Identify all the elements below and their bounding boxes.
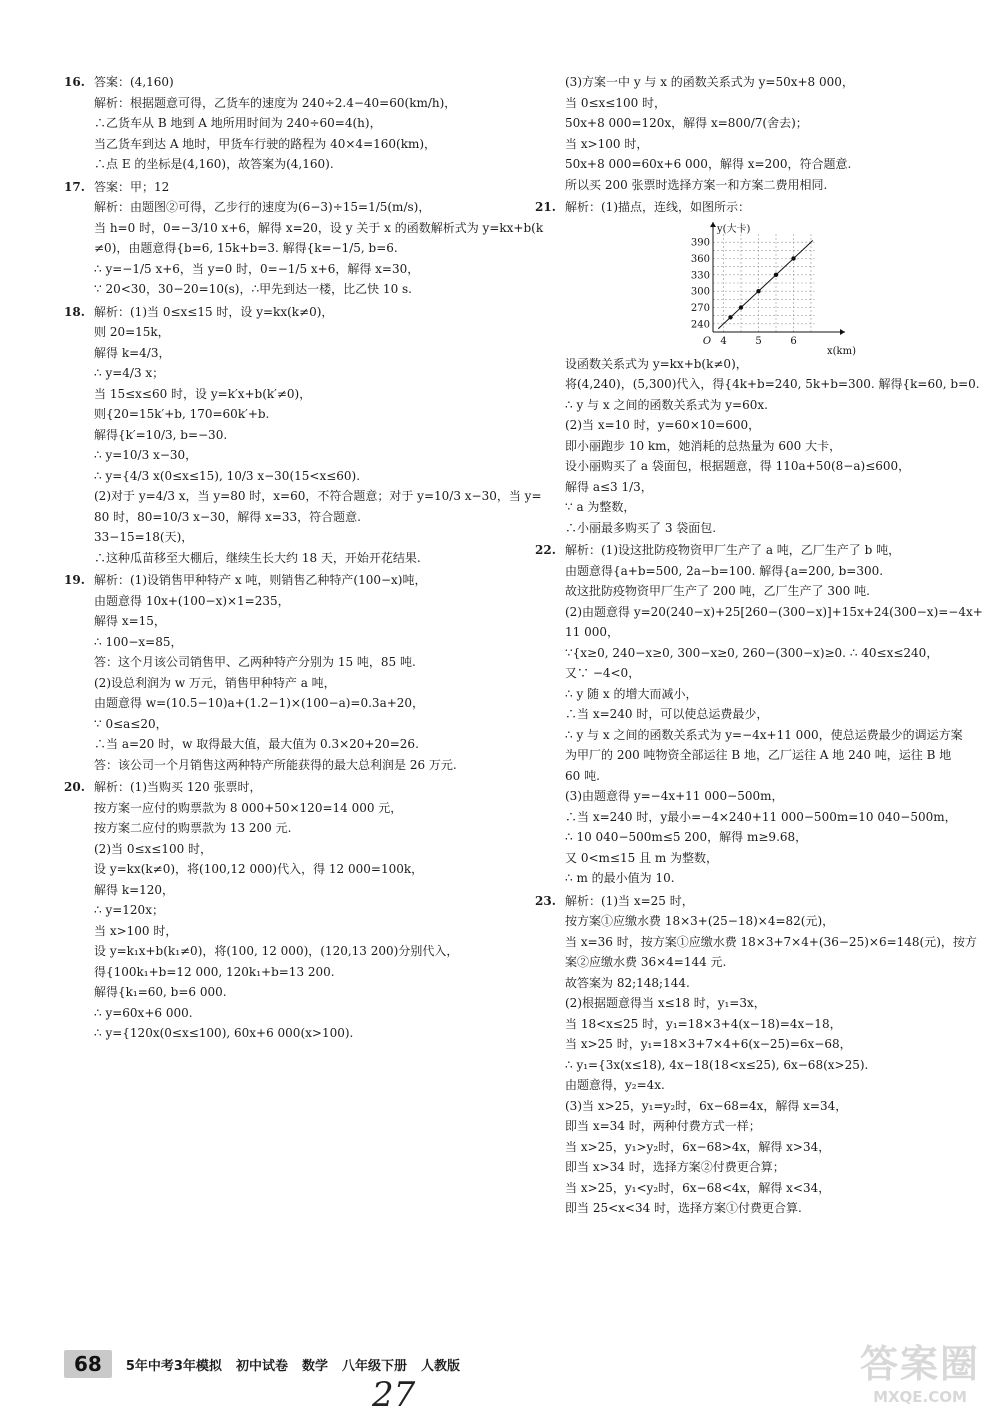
answer-line	[64, 755, 514, 776]
answer-text: 当 x>25，y₁>y₂时，6x−68>4x，解得 x>34，	[565, 1139, 831, 1154]
answer-text: 按方案一应付的购票款为 8 000+50×120=14 000 元，	[94, 800, 403, 815]
answer-entry	[535, 891, 980, 1219]
y-tick-label: 390	[690, 237, 710, 249]
answer-text: 按方案①应缴水费 18×3+(25−18)×4=82(元)，	[565, 914, 835, 928]
answer-line	[64, 72, 514, 93]
handwritten-number: 27	[372, 1375, 416, 1415]
answer-text: 又 0<m≤15 且 m 为整数，	[565, 850, 719, 865]
right-column	[535, 72, 983, 1221]
question-number: 22.	[535, 543, 556, 557]
answer-text: 设函数关系式为 y=kx+b(k≠0)，	[565, 356, 748, 371]
y-axis-label: y(大卡)	[717, 223, 751, 235]
question-number: 21.	[535, 200, 556, 214]
answer-line	[64, 384, 514, 405]
answer-line	[64, 322, 514, 343]
answer-line	[64, 962, 514, 983]
answer-line	[535, 663, 980, 684]
answer-text: 即小丽跑步 10 km，她消耗的总热量为 600 大卡，	[565, 438, 842, 453]
answer-text: 设 y=k₁x+b(k₁≠0)，将(100, 12 000)，(120,13 200)分别代入，	[94, 944, 459, 958]
answer-line	[64, 343, 514, 364]
answer-line	[64, 259, 514, 280]
answer-text: 解析：由题图②可得，乙步行的速度为(6−3)÷15=1/5(m/s)，	[94, 200, 431, 214]
answer-entry	[64, 72, 514, 175]
answer-text: ∴ 10 040−500m≤5 200，解得 m≥9.68，	[565, 830, 808, 844]
answer-text: ≠0)，由题意得{b=6, 15k+b=3. 解得{k=−1/5, b=6.	[94, 241, 398, 255]
answer-line	[535, 72, 980, 93]
answer-text: 解析：(1)当 x=25 时，	[565, 893, 694, 908]
data-point	[728, 315, 732, 319]
answer-line	[64, 527, 514, 548]
y-tick-label: 240	[690, 318, 710, 330]
answer-line	[64, 154, 514, 175]
answer-text: 60 吨.	[565, 768, 600, 783]
answer-line	[64, 134, 514, 155]
edition: 人教版	[420, 1358, 460, 1374]
answer-line	[64, 238, 514, 259]
answer-text: ∴当 x=240 时，y最小=−4×240+11 000−500m=10 040−500m，	[565, 809, 957, 824]
answer-text: ∴ y 与 x 之间的函数关系式为 y=60x.	[565, 397, 768, 412]
answer-line	[535, 745, 980, 766]
answer-line	[64, 591, 514, 612]
answer-line	[64, 486, 542, 507]
answer-text: 解析：(1)当购买 120 张票时，	[94, 780, 262, 794]
answer-text: ∴ y=4/3 x；	[94, 366, 165, 380]
answer-entry	[64, 302, 542, 569]
x-tick-label: 6	[790, 335, 797, 347]
question-number: 18.	[64, 304, 85, 319]
answer-line	[535, 1014, 980, 1035]
answer-text: ∴当 x=240 时，可以使总运费最少，	[565, 707, 769, 721]
answer-line	[535, 725, 980, 746]
data-point	[791, 256, 795, 260]
answer-line	[64, 507, 514, 528]
answer-text: 当 x=36 时，按方案①应缴水费 18×3+7×4+(36−25)×6=148(元)，按方	[565, 934, 977, 949]
answer-line	[535, 395, 980, 416]
answer-line	[535, 807, 980, 828]
right-column-top	[535, 72, 980, 218]
answer-text: (2)当 x=10 时，y=60×10=600，	[565, 418, 761, 432]
x-axis-label: x(km)	[827, 345, 856, 357]
answer-line	[535, 868, 980, 889]
answer-line	[535, 93, 980, 114]
answer-text: 解析：(1)设销售甲种特产 x 吨，则销售乙种特产(100−x)吨，	[94, 573, 427, 587]
question-number: 23.	[535, 893, 556, 908]
origin-label: O	[702, 335, 712, 347]
answer-line	[64, 921, 514, 942]
answer-text: 所以买 200 张票时选择方案一和方案二费用相同.	[565, 177, 828, 192]
answer-text: 即当 x=34 时，两种付费方式一样；	[565, 1119, 761, 1133]
answer-text: ∴ y₁={3x(x≤18), 4x−18(18<x≤25), 6x−68(x>25).	[565, 1057, 869, 1072]
answer-line	[64, 404, 514, 425]
answer-line	[535, 1034, 980, 1055]
answer-line	[535, 1096, 980, 1117]
answer-line	[64, 982, 514, 1003]
answer-text: ∴ y=120x；	[94, 903, 164, 917]
chart-svg	[685, 220, 856, 357]
page-footer	[64, 1350, 764, 1378]
answer-line	[535, 154, 980, 175]
answer-text: ∴当 a=20 时，w 取得最大值，最大值为 0.3×20+20=26.	[94, 737, 419, 751]
answer-line	[535, 436, 980, 457]
answer-text: 则{20=15k′+b, 170=60k′+b.	[94, 407, 270, 421]
answer-line	[535, 1075, 980, 1096]
answer-line	[535, 354, 980, 375]
answer-entry	[535, 540, 983, 889]
answer-line	[64, 279, 514, 300]
answer-line	[64, 839, 514, 860]
answer-line	[535, 952, 980, 973]
answer-line	[64, 734, 514, 755]
data-point	[756, 288, 760, 292]
watermark	[845, 1333, 995, 1406]
left-column	[64, 72, 544, 1046]
question-number: 16.	[64, 75, 85, 89]
answer-line	[535, 1178, 980, 1199]
answer-text: 将(4,240)，(5,300)代入，得{4k+b=240, 5k+b=300. 解得{k=60, b=0.	[565, 377, 980, 391]
answer-line	[535, 1157, 980, 1178]
answer-text: (2)当 0≤x≤100 时，	[94, 841, 213, 856]
answer-text: 当 0≤x≤100 时，	[565, 95, 667, 110]
answer-line	[535, 113, 980, 134]
answer-line	[535, 540, 980, 561]
answer-line	[535, 827, 980, 848]
answer-text: (2)对于 y=4/3 x，当 y=80 时，x=60，不符合题意；对于 y=10/3 x−30，当 y=	[94, 489, 542, 503]
answer-text: (3)方案一中 y 与 x 的函数关系式为 y=50x+8 000，	[565, 75, 854, 89]
answer-text: 当 x>100 时，	[94, 923, 178, 938]
answer-text: ∴ y=−1/5 x+6，当 y=0 时，0=−1/5 x+6，解得 x=30，	[94, 261, 420, 276]
answer-line	[535, 932, 980, 953]
answer-line	[535, 477, 980, 498]
answer-line	[64, 632, 514, 653]
question-number: 19.	[64, 573, 85, 587]
answer-text: ∴ y={120x(0≤x≤100), 60x+6 000(x>100).	[94, 1026, 354, 1040]
answer-text: 设 y=kx(k≠0)，将(100,12 000)代入，得 12 000=100k，	[94, 862, 424, 876]
answer-text: 故这批防疫物资甲厂生产了 200 吨，乙厂生产了 300 吨.	[565, 584, 870, 598]
answer-text: ∴ 100−x=85，	[94, 634, 183, 649]
answer-text: (3)由题意得 y=−4x+11 000−500m，	[565, 789, 784, 803]
answer-text: 为甲厂的 200 吨物资全部运往 B 地，乙厂运往 A 地 240 吨，运往 B 地	[565, 748, 952, 762]
answer-entry	[64, 570, 514, 775]
answer-line	[535, 581, 980, 602]
answer-text: ∵ 0≤a≤20，	[94, 716, 168, 731]
answer-text: 当 h=0 时，0=−3/10 x+6，解得 x=20，设 y 关于 x 的函数解析式为 y=kx+b(k	[94, 220, 544, 235]
answer-text: 由题意得 w=(10.5−10)a+(1.2−1)×(100−a)=0.3a+20，	[94, 696, 425, 710]
x-tick-label: 4	[720, 335, 727, 347]
answer-text: ∴ y=10/3 x−30，	[94, 448, 198, 462]
answer-line	[535, 993, 980, 1014]
answer-text: 80 时，80=10/3 x−30，解得 x=33，符合题意.	[94, 509, 361, 524]
answer-line	[535, 561, 980, 582]
x-tick-label: 5	[755, 335, 762, 347]
answer-text: 当 x>100 时，	[565, 136, 649, 151]
answer-entry	[535, 354, 980, 539]
answer-line	[64, 466, 514, 487]
answer-text: 由题意得{a+b=500, 2a−b=100. 解得{a=200, b=300.	[565, 563, 884, 578]
answer-text: ∵ a 为整数，	[565, 500, 636, 514]
answer-line	[535, 1137, 980, 1158]
answer-line	[64, 113, 514, 134]
answer-text: (2)根据题意得当 x≤18 时，y₁=3x，	[565, 996, 766, 1010]
answer-line	[535, 911, 980, 932]
y-tick-label: 360	[690, 253, 710, 265]
answer-text: 由题意得，y₂=4x.	[565, 1078, 665, 1092]
energy-distance-chart	[685, 220, 856, 357]
answer-line	[535, 175, 980, 196]
answer-line	[535, 1116, 980, 1137]
answer-text: 33−15=18(天)，	[94, 530, 194, 544]
answer-line	[64, 197, 514, 218]
answer-text: 答：这个月该公司销售甲、乙两种特产分别为 15 吨，85 吨.	[94, 655, 416, 669]
watermark-url: MXQE.COM	[873, 1388, 967, 1406]
answer-text: 由题意得 10x+(100−x)×1=235，	[94, 593, 290, 608]
answer-text: 故答案为 82;148;144.	[565, 975, 690, 990]
answer-text: ∴ y 随 x 的增大而减小，	[565, 686, 698, 701]
watermark-logo: 答案圈	[859, 1342, 980, 1386]
answer-text: ∴ y 与 x 之间的函数关系式为 y=−4x+11 000，使总运费最少的调运方案	[565, 727, 963, 742]
question-number: 17.	[64, 179, 85, 194]
answer-text: ∴这种瓜苗移至大棚后，继续生长大约 18 天，开始开花结果.	[94, 550, 421, 565]
answer-line	[64, 652, 514, 673]
answer-line	[64, 570, 514, 591]
subject: 数学	[301, 1358, 328, 1374]
answer-line	[535, 374, 980, 395]
answer-text: 当 15≤x≤60 时，设 y=k′x+b(k′≠0)，	[94, 386, 312, 401]
answer-line	[64, 1023, 514, 1044]
answer-line	[535, 497, 980, 518]
answer-text: 解得{k₁=60, b=6 000.	[94, 985, 227, 999]
page-number: 68	[64, 1350, 112, 1378]
answer-text: (2)设总利润为 w 万元，销售甲种特产 a 吨，	[94, 675, 336, 690]
answer-line	[64, 548, 514, 569]
answer-text: (2)由题意得 y=20(240−x)+25[260−(300−x)]+15x+24(300−x)=−4x+	[565, 604, 983, 619]
answer-text: 又∵ −4<0，	[565, 666, 641, 680]
answer-entry	[64, 777, 514, 1044]
answer-text: 50x+8 000=120x，解得 x=800/7(舍去)；	[565, 116, 808, 130]
answer-line	[535, 891, 980, 912]
answer-text: 解析：(1)描点，连线，如图所示：	[565, 200, 750, 214]
answer-line	[535, 766, 980, 787]
answer-line	[535, 197, 980, 218]
answer-entry	[535, 72, 980, 195]
answer-text: 当 x>25，y₁<y₂时，6x−68<4x，解得 x<34，	[565, 1180, 831, 1195]
question-number: 20.	[64, 780, 85, 794]
answer-line	[64, 445, 514, 466]
answer-text: 则 20=15k，	[94, 325, 170, 339]
y-axis-arrow	[710, 222, 716, 227]
answer-text: 答案：(4,160)	[94, 75, 174, 89]
answer-text: 11 000，	[565, 625, 619, 639]
answer-text: 解得 a≤3 1/3，	[565, 479, 653, 494]
x-axis-arrow	[840, 329, 845, 335]
answer-line	[535, 518, 980, 539]
answer-text: 解得 k=120，	[94, 882, 175, 897]
answer-line	[535, 1198, 980, 1219]
answer-line	[64, 900, 514, 921]
answer-text: 答：该公司一个月销售这两种特产所能获得的最大总利润是 26 万元.	[94, 757, 457, 772]
answer-text: 即当 25<x<34 时，选择方案①付费更合算.	[565, 1201, 802, 1215]
answer-line	[535, 643, 980, 664]
answer-entry	[535, 197, 980, 218]
answer-text: 答案：甲；12	[94, 179, 170, 194]
answer-line	[535, 684, 980, 705]
book-type: 初中试卷	[235, 1358, 288, 1374]
answer-line	[535, 973, 980, 994]
answer-line	[64, 302, 514, 323]
answer-line	[64, 611, 514, 632]
answer-line	[64, 177, 514, 198]
data-point	[739, 305, 743, 309]
answer-text: 解析：(1)设这批防疫物资甲厂生产了 a 吨，乙厂生产了 b 吨，	[565, 543, 901, 557]
answer-line	[64, 880, 514, 901]
answer-line	[64, 798, 514, 819]
answer-text: ∵{x≥0, 240−x≥0, 300−x≥0, 260−(300−x)≥0. ∴ 40≤x≤240，	[565, 645, 939, 660]
answer-line	[535, 456, 980, 477]
answer-text: 当乙货车到达 A 地时，甲货车行驶的路程为 40×4=160(km)，	[94, 136, 437, 151]
answer-line	[64, 218, 544, 239]
answer-line	[64, 363, 514, 384]
answer-text: (3)当 x>25，y₁=y₂时，6x−68=4x，解得 x=34，	[565, 1098, 848, 1113]
answer-text: 按方案二应付的购票款为 13 200 元.	[94, 821, 292, 835]
answer-line	[64, 818, 514, 839]
answer-entry	[64, 177, 544, 300]
answer-line	[535, 1055, 980, 1076]
answer-text: 解析：根据题意可得，乙货车的速度为 240÷2.4−40=60(km/h)，	[94, 95, 457, 110]
answer-line	[535, 622, 980, 643]
grade: 八年级下册	[341, 1358, 407, 1374]
answer-text: 案②应缴水费 36×4=144 元.	[565, 955, 727, 969]
answer-text: 解得 k=4/3，	[94, 345, 171, 360]
answer-text: ∴点 E 的坐标是(4,160)，故答案为(4,160).	[94, 157, 334, 171]
y-tick-label: 300	[690, 286, 710, 298]
answer-line	[64, 425, 514, 446]
answer-line	[535, 704, 980, 725]
answer-line	[535, 786, 980, 807]
answer-text: ∴ m 的最小值为 10.	[565, 871, 675, 885]
answer-line	[535, 848, 980, 869]
answer-text: ∵ 20<30，30−20=10(s)，∴甲先到达一楼，比乙快 10 s.	[94, 282, 412, 296]
answer-text: 50x+8 000=60x+6 000，解得 x=200，符合题意.	[565, 157, 852, 171]
answer-text: 解析：(1)当 0≤x≤15 时，设 y=kx(k≠0)，	[94, 304, 334, 319]
answer-line	[64, 714, 514, 735]
answer-text: 设小丽购买了 a 袋面包，根据题意，得 110a+50(8−a)≤600，	[565, 459, 911, 473]
answer-text: 得{100k₁+b=12 000, 120k₁+b=13 200.	[94, 964, 335, 979]
answer-text: ∴小丽最多购买了 3 袋面包.	[565, 520, 717, 535]
answer-text: 解得 x=15，	[94, 614, 166, 628]
y-tick-label: 270	[690, 302, 710, 314]
series-name: 5年中考3年模拟	[125, 1358, 222, 1374]
right-column-bottom	[535, 354, 983, 1219]
answer-text: ∴ y=60x+6 000.	[94, 1005, 193, 1020]
answer-line	[64, 859, 514, 880]
answer-line	[64, 1003, 514, 1024]
answer-text: ∴乙货车从 B 地到 A 地所用时间为 240÷60=4(h)，	[94, 116, 382, 130]
answer-text: 当 x>25 时，y₁=18×3+7×4+6(x−25)=6x−68，	[565, 1037, 852, 1051]
answer-line	[64, 673, 514, 694]
answer-line	[535, 602, 983, 623]
answer-line	[64, 941, 514, 962]
answer-line	[535, 134, 980, 155]
data-point	[774, 272, 778, 276]
answer-text: 即当 x>34 时，选择方案②付费更合算；	[565, 1160, 785, 1174]
answer-text: 当 18<x≤25 时，y₁=18×3+4(x−18)=4x−18，	[565, 1016, 842, 1031]
y-tick-label: 330	[690, 269, 710, 281]
answer-line	[64, 693, 514, 714]
answer-text: ∴ y={4/3 x(0≤x≤15), 10/3 x−30(15<x≤60).	[94, 468, 361, 483]
answer-line	[535, 415, 980, 436]
answer-line	[64, 777, 514, 798]
answer-line	[64, 93, 514, 114]
answer-text: 解得{k′=10/3, b=−30.	[94, 427, 228, 442]
